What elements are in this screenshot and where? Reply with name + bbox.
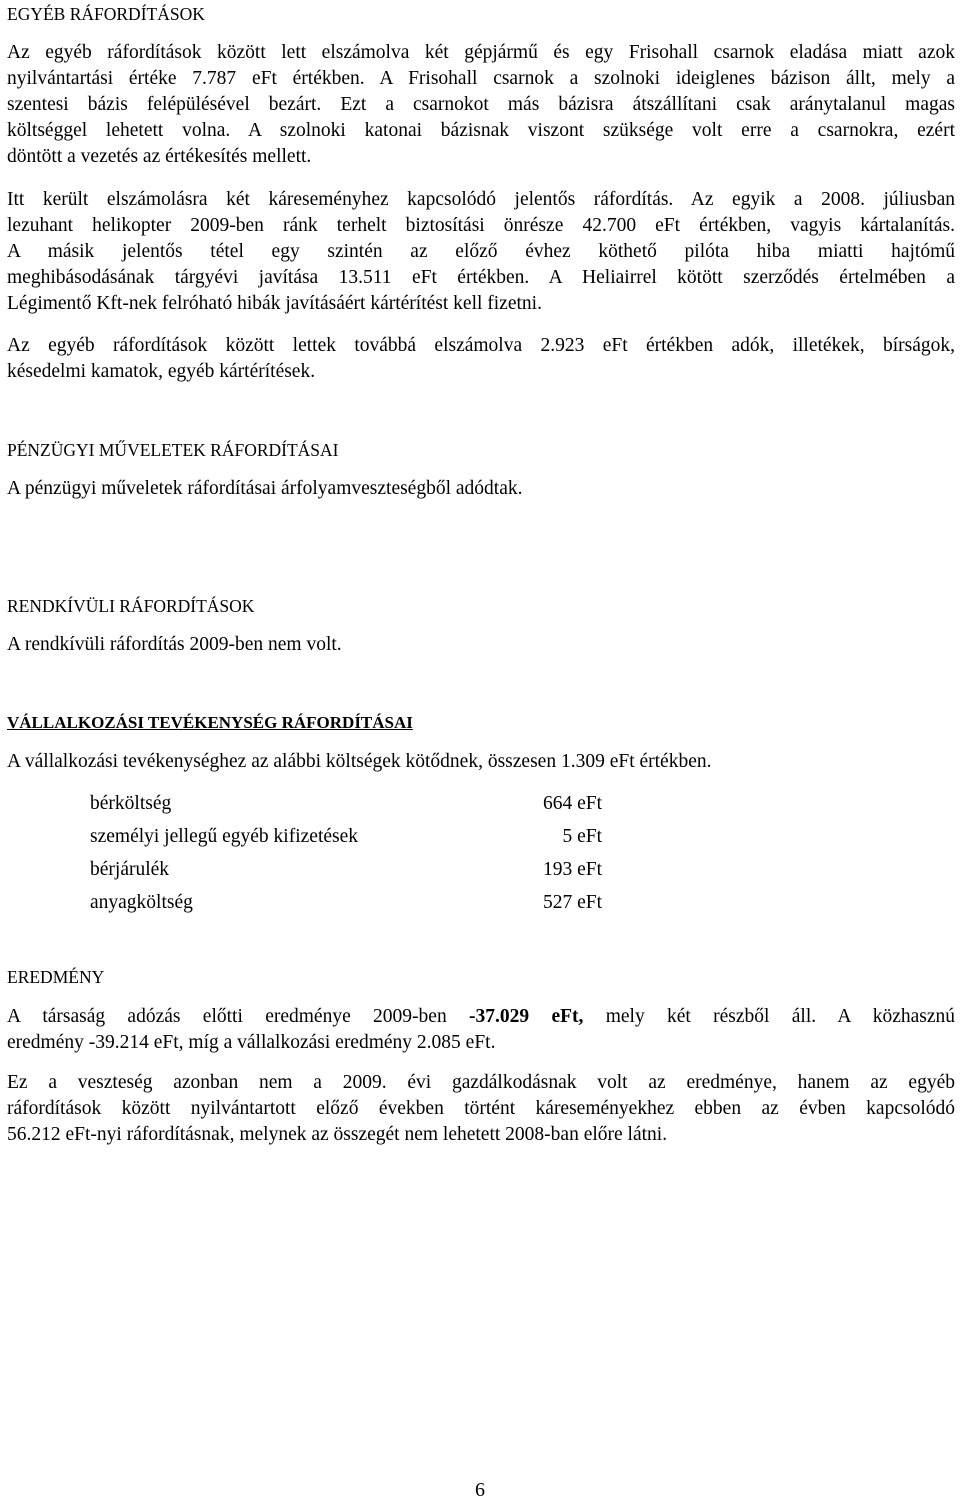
text-line: Légimentő Kft-nek felróható hibák javításáért kártérítést kell fizetni. (7, 293, 542, 314)
paragraph-vallalkozasi (7, 749, 955, 775)
text-run: mely két részből áll. A közhasznú (583, 1006, 955, 1027)
paragraph-egyeb-3 (7, 333, 955, 385)
cost-table (90, 787, 610, 919)
text-line: A vállalkozási tevékenységhez az alábbi költségek kötődnek, összesen 1.309 eFt értékben. (7, 751, 712, 772)
cost-value: 5 eFt (562, 826, 602, 847)
heading-egyeb-raforditasok: EGYÉB RÁFORDÍTÁSOK (7, 4, 205, 24)
text-line: Ez a veszteség azonban nem a 2009. évi gazdálkodásnak volt az eredménye, hanem az egyéb (7, 1072, 955, 1093)
text-line: meghibásodásának tárgyévi javítása 13.511 eFt értékben. A Heliairrel kötött szerződés értelmében a (7, 267, 955, 288)
cost-row (90, 853, 610, 886)
paragraph-egyeb-2 (7, 187, 955, 317)
paragraph-penzugyi (7, 476, 955, 502)
result-amount: -37.029 eFt, (469, 1006, 584, 1027)
text-line: eredmény -39.214 eFt, míg a vállalkozási eredmény 2.085 eFt. (7, 1032, 496, 1053)
text-line: Az egyéb ráfordítások között lett elszámolva két gépjármű és egy Frisohall csarnok eladása miatt azok (7, 42, 955, 63)
text-line: A másik jelentős tétel egy szintén az előző évhez köthető pilóta hiba miatti hajtómű (7, 241, 955, 262)
cost-row (90, 886, 610, 919)
text-line: ráfordítások között nyilvántartott előző években történt káreseményekhez ebben az évben kapcsolódó (7, 1098, 955, 1119)
text-line: Az egyéb ráfordítások között lettek továbbá elszámolva 2.923 eFt értékben adók, illetékek, bírságok, (7, 335, 955, 356)
page-number: 6 (475, 1479, 485, 1501)
text-line: költséggel lehetett volna. A szolnoki katonai bázisnak viszont szüksége volt erre a csarnokra, ezért (7, 120, 955, 141)
cost-label: anyagköltség (90, 892, 193, 913)
text-line: 56.212 eFt-nyi ráfordításnak, melynek az összegét nem lehetett 2008-ban előre látni. (7, 1124, 668, 1145)
text-line: késedelmi kamatok, egyéb kártérítések. (7, 361, 316, 382)
text-line: A rendkívüli ráfordítás 2009-ben nem volt. (7, 634, 342, 655)
heading-rendkivuli-raforditasok: RENDKÍVÜLI RÁFORDÍTÁSOK (7, 596, 255, 616)
cost-label: személyi jellegű egyéb kifizetések (90, 826, 359, 847)
paragraph-egyeb-1 (7, 40, 955, 170)
heading-eredmeny: EREDMÉNY (7, 967, 105, 987)
paragraph-eredmeny-2 (7, 1070, 955, 1148)
cost-row (90, 787, 610, 820)
text-line: Itt került elszámolásra két káreseményhez kapcsolódó jelentős ráfordítás. Az egyik a 2008. júliusban (7, 189, 955, 210)
text-line: döntött a vezetés az értékesítés mellett. (7, 146, 312, 167)
cost-row (90, 820, 610, 853)
cost-label: bérjárulék (90, 859, 170, 880)
text-line: nyilvántartási értéke 7.787 eFt értékben. A Frisohall csarnok a szolnoki ideiglenes bázison állt, mely a (7, 68, 955, 89)
paragraph-rendkivuli (7, 632, 955, 658)
text-line: A pénzügyi műveletek ráfordításai árfolyamveszteségből adódtak. (7, 478, 523, 499)
cost-value: 527 eFt (542, 892, 602, 913)
cost-value: 193 eFt (542, 859, 602, 880)
heading-vallalkozasi-tevekenyseg: VÁLLALKOZÁSI TEVÉKENYSÉG RÁFORDÍTÁSAI (7, 713, 413, 732)
heading-penzugyi-muveletek: PÉNZÜGYI MŰVELETEK RÁFORDÍTÁSAI (7, 440, 339, 460)
cost-label: bérköltség (90, 793, 172, 814)
text-line: szentesi bázis felépülésével bezárt. Ezt a csarnokot más bázisra átszállítani csak aránytalanul magas (7, 94, 955, 115)
text-line (7, 1004, 955, 1030)
text-run: A társaság adózás előtti eredménye 2009-ben (7, 1006, 470, 1027)
text-line: lezuhant helikopter 2009-ben ránk terhelt biztosítási önrésze 42.700 eFt értékben, vagyis kártalanítás. (7, 215, 955, 236)
paragraph-eredmeny-1 (7, 1004, 955, 1056)
cost-value: 664 eFt (542, 793, 602, 814)
